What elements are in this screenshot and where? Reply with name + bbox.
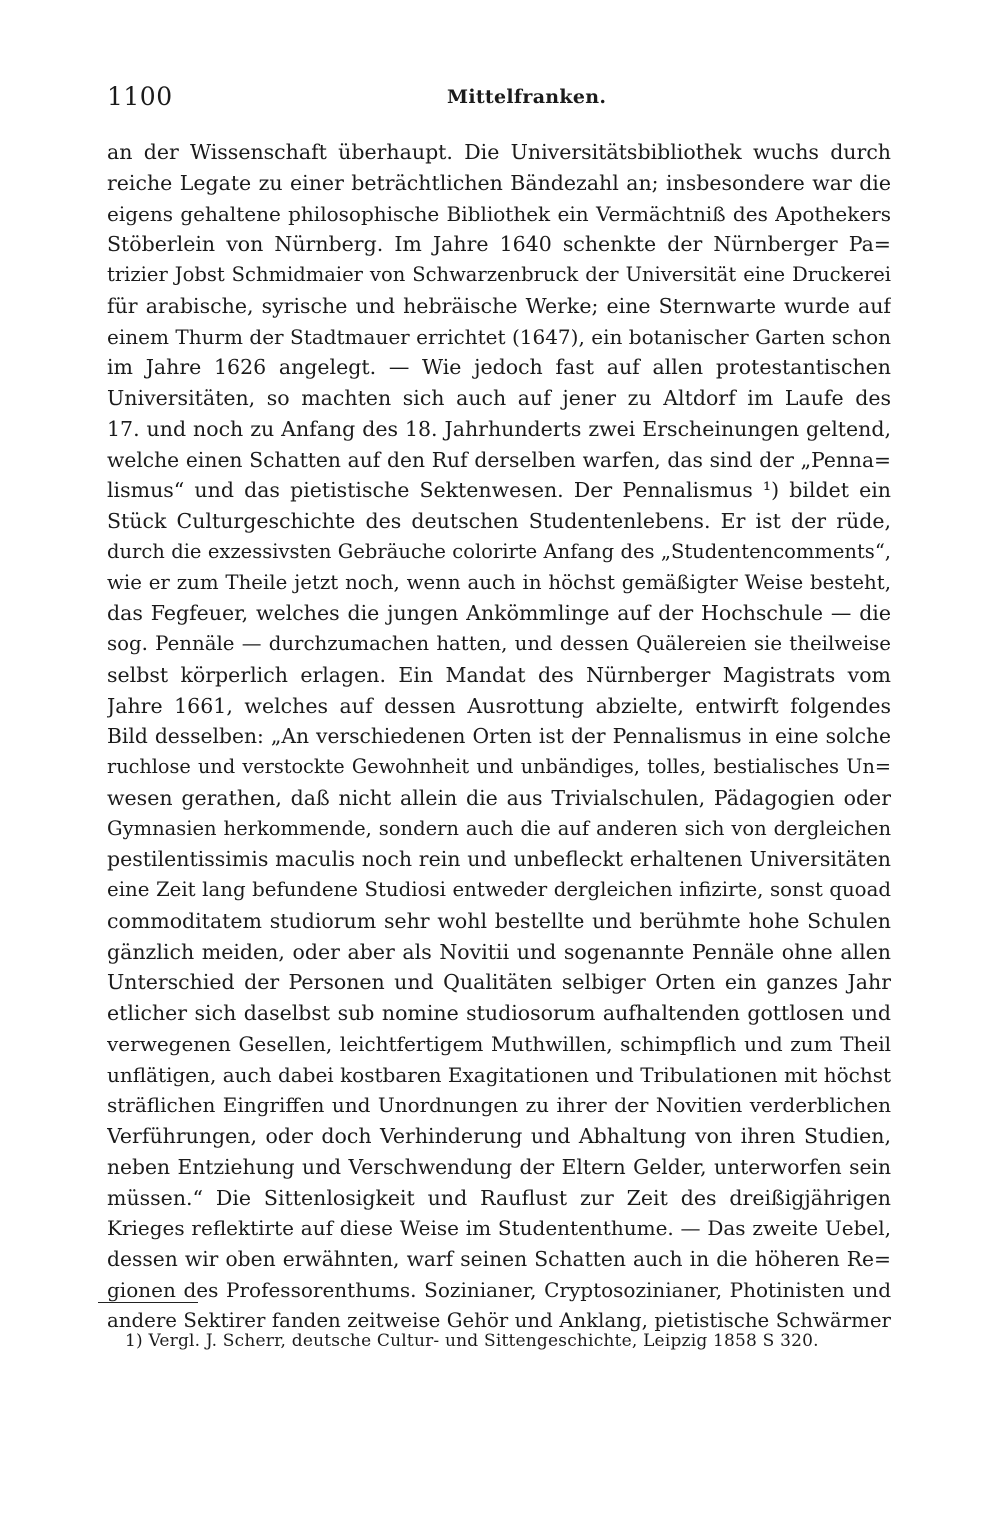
text-line: für arabische, syrische und hebräische Werke; eine Sternwarte wurde auf	[107, 293, 891, 318]
text-line: sträflichen Eingriffen und Unordnungen zu ihrer der Novitien verderblichen	[107, 1093, 891, 1118]
text-line: 17. und noch zu Anfang des 18. Jahrhunderts zwei Erscheinungen geltend,	[107, 416, 891, 441]
text-line: unflätigen, auch dabei kostbaren Exagitationen und Tribulationen mit höchst	[107, 1062, 891, 1087]
text-line: im Jahre 1626 angelegt. — Wie jedoch fast auf allen protestantischen	[107, 355, 891, 380]
text-line: andere Sektirer fanden zeitweise Gehör und Anklang, pietistische Schwärmer	[107, 1308, 891, 1332]
text-line: reiche Legate zu einer beträchtlichen Bändezahl an; insbesondere war die	[107, 170, 891, 195]
text-line: durch die exzessivsten Gebräuche colorirte Anfang des „Studentencomments“,	[107, 539, 891, 563]
text-line: das Fegfeuer, welches die jungen Ankömmlinge auf der Hochschule — die	[107, 601, 891, 626]
text-line: Verführungen, oder doch Verhinderung und Abhaltung von ihren Studien,	[107, 1124, 891, 1148]
running-head: Mittelfranken.	[447, 86, 607, 108]
text-line: Bild desselben: „An verschiedenen Orten ist der Pennalismus in eine solche	[107, 724, 891, 749]
text-line: pestilentissimis maculis noch rein und unbefleckt erhaltenen Universitäten	[107, 847, 891, 872]
text-line: wie er zum Theile jetzt noch, wenn auch in höchst gemäßigter Weise besteht,	[107, 570, 891, 594]
page-header	[107, 82, 891, 118]
text-line: an der Wissenschaft überhaupt. Die Universitätsbibliothek wuchs durch	[107, 140, 891, 164]
footnote: 1) Vergl. J. Scherr, deutsche Cultur- und Sittengeschichte, Leipzig 1858 S 320.	[125, 1331, 819, 1351]
text-line: Stück Culturgeschichte des deutschen Studentenlebens. Er ist der rüde,	[107, 509, 891, 533]
text-line: commoditatem studiorum sehr wohl bestellte und berühmte hohe Schulen	[107, 908, 891, 933]
text-line: wesen gerathen, daß nicht allein die aus Trivialschulen, Pädagogien oder	[107, 785, 891, 810]
text-line: Jahre 1661, welches auf dessen Ausrottung abzielte, entwirft folgendes	[107, 693, 891, 718]
text-line: gänzlich meiden, oder aber als Novitii und sogenannte Pennäle ohne allen	[107, 939, 891, 964]
text-line: gionen des Professorenthums. Sozinianer, Cryptosozinianer, Photinisten und	[107, 1277, 891, 1302]
text-line: neben Entziehung und Verschwendung der Eltern Gelder, unterworfen sein	[107, 1154, 891, 1179]
text-line: etlicher sich daselbst sub nomine studiosorum aufhaltenden gottlosen und	[107, 1001, 891, 1025]
text-line: Krieges reflektirte auf diese Weise im Studententhume. — Das zweite Uebel,	[107, 1216, 891, 1241]
text-line: lismus“ und das pietistische Sektenwesen. Der Pennalismus ¹) bildet ein	[107, 478, 891, 503]
text-line: Universitäten, so machten sich auch auf jener zu Altdorf im Laufe des	[107, 386, 891, 410]
text-line: welche einen Schatten auf den Ruf derselben warfen, das sind der „Penna=	[107, 447, 891, 472]
text-line: eigens gehaltene philosophische Bibliothek ein Vermächtniß des Apothekers	[107, 201, 891, 226]
text-line: sog. Pennäle — durchzumachen hatten, und dessen Quälereien sie theilweise	[107, 632, 891, 655]
text-line: selbst körperlich erlagen. Ein Mandat des Nürnberger Magistrats vom	[107, 662, 891, 687]
text-line: eine Zeit lang befundene Studiosi entweder dergleichen infizirte, sonst quoad	[107, 878, 891, 901]
body-text	[107, 137, 891, 1336]
text-line: einem Thurm der Stadtmauer errichtet (1647), ein botanischer Garten schon	[107, 324, 891, 349]
text-line: verwegenen Gesellen, leichtfertigem Muthwillen, schimpflich und zum Theil	[107, 1031, 891, 1056]
footnote-rule	[98, 1302, 198, 1303]
text-line: müssen.“ Die Sittenlosigkeit und Rauflust zur Zeit des dreißigjährigen	[107, 1185, 891, 1210]
page-number: 1100	[107, 82, 173, 111]
text-line: dessen wir oben erwähnten, warf seinen Schatten auch in die höheren Re=	[107, 1247, 891, 1271]
text-line: Gymnasien herkommende, sondern auch die auf anderen sich von dergleichen	[107, 816, 891, 840]
text-line: Stöberlein von Nürnberg. Im Jahre 1640 schenkte der Nürnberger Pa=	[107, 232, 891, 257]
text-line: trizier Jobst Schmidmaier von Schwarzenbruck der Universität eine Druckerei	[107, 263, 891, 286]
text-line: ruchlose und verstockte Gewohnheit und unbändiges, tolles, bestialisches Un=	[107, 755, 891, 778]
text-line: Unterschied der Personen und Qualitäten selbiger Orten ein ganzes Jahr	[107, 970, 891, 995]
